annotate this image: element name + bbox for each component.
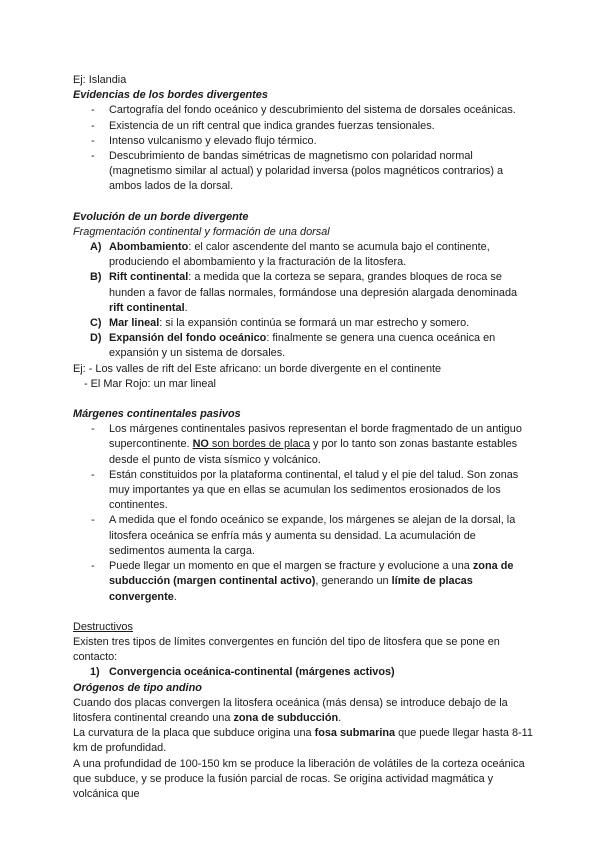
bold-term: fosa submarina bbox=[314, 727, 396, 740]
text-span: que puede llegar hasta 8-11 km de profundidad. bbox=[73, 727, 533, 755]
andean-heading: Orógenos de tipo andino bbox=[73, 681, 202, 694]
list-item bbox=[91, 559, 533, 605]
evidence-heading: Evidencias de los bordes divergentes bbox=[73, 89, 268, 102]
step-marker: A) bbox=[90, 241, 102, 254]
document-page bbox=[73, 73, 533, 802]
evidence-list bbox=[73, 103, 533, 194]
text-span: . bbox=[338, 711, 342, 724]
step-text: : finalmente se genera una cuenca oceánica en expansión y un sistema de dorsales. bbox=[109, 332, 496, 360]
step-term: Expansión del fondo oceánico bbox=[109, 332, 267, 345]
step-text: : si la expansión continúa se formará un mar estrecho y somero. bbox=[159, 317, 470, 330]
bold-term: zona de subducción bbox=[233, 711, 339, 724]
bold-term: límite de placas convergente bbox=[109, 575, 473, 603]
list-item: - Intenso vulcanismo y elevado flujo térmico. bbox=[91, 134, 533, 149]
evolution-heading: Evolución de un borde divergente bbox=[73, 210, 249, 223]
destructive-intro: Existen tres tipos de límites convergentes en función del tipo de litosfera que se pone en contacto: bbox=[73, 635, 500, 664]
evolution-example-2: - El Mar Rojo: un mar lineal bbox=[84, 377, 216, 390]
passive-heading: Márgenes continentales pasivos bbox=[73, 408, 241, 421]
evolution-steps bbox=[73, 240, 533, 362]
step-item bbox=[90, 331, 533, 361]
list-item: - Están constituidos por la plataforma continental, el talud y el pie del talud. Son zonas muy importantes ya que en ellas se acumulan los sedimentos erosionados de los continentes. bbox=[91, 468, 533, 514]
example-iceland: Ej: Islandia bbox=[73, 74, 127, 86]
type-marker: 1) bbox=[90, 666, 100, 679]
paragraph bbox=[73, 696, 533, 726]
bold-term: zona de subducción (margen continental activo) bbox=[109, 560, 514, 588]
text-span: , generando un bbox=[315, 575, 392, 588]
type-label: Convergencia oceánica-continental (márgenes activos) bbox=[109, 666, 395, 679]
step-item bbox=[90, 240, 533, 270]
list-item: - Descubrimiento de bandas simétricas de magnetismo con polaridad normal (magnetismo similar al actual) y polaridad inversa (polos magnéticos contrarios) a ambos lados de la dorsal. bbox=[91, 149, 533, 195]
text-span: Puede llegar un momento en que el margen se fracture y evolucione a una bbox=[109, 560, 473, 573]
step-term-secondary: rift continental bbox=[109, 301, 185, 314]
passive-list bbox=[73, 422, 533, 604]
step-item bbox=[90, 316, 533, 331]
step-term: Rift continental bbox=[109, 271, 189, 284]
step-text: : el calor ascendente del manto se acumula bajo el continente, produciendo el abombamiento y la fracturación de la litosfera. bbox=[109, 241, 490, 269]
list-item: - Existencia de un rift central que indica grandes fuerzas tensionales. bbox=[91, 119, 533, 134]
text-span: y por lo tanto son zonas bastante estables desde el punto de vista sísmico y volcánico. bbox=[109, 438, 518, 466]
paragraph bbox=[73, 726, 533, 756]
evolution-subheading: Fragmentación continental y formación de una dorsal bbox=[73, 225, 330, 238]
text-span: Cuando dos placas convergen la litosfera oceánica (más densa) se introduce debajo de la litosfera continental creando una bbox=[73, 696, 508, 724]
text-span: La curvatura de la placa que subduce origina una bbox=[73, 727, 315, 740]
step-term: Mar lineal bbox=[109, 317, 160, 330]
list-item bbox=[91, 422, 533, 468]
evolution-example-1: Ej: - Los valles de rift del Este africano: un borde divergente en el continente bbox=[73, 362, 442, 375]
paragraph: A una profundidad de 100-150 km se produce la liberación de volátiles de la corteza oceánica que subduce, y se produce la fusión parcial de rocas. Se origina actividad magmática y volcánica que bbox=[73, 757, 525, 800]
convergence-type-1 bbox=[73, 665, 533, 680]
underlined-text: son bordes de placa bbox=[208, 438, 311, 451]
step-marker: D) bbox=[90, 332, 102, 345]
step-item bbox=[90, 270, 533, 316]
step-text: : a medida que la corteza se separa, grandes bloques de roca se hunden a favor de fallas normales, formándose una depresión alargada denominada bbox=[109, 271, 518, 299]
text-span: Los márgenes continentales pasivos representan el borde fragmentado de un antiguo supercontinente. bbox=[109, 423, 522, 451]
emphasis-no: NO bbox=[192, 438, 209, 451]
list-item: - Cartografía del fondo oceánico y descubrimiento del sistema de dorsales oceánicas. bbox=[91, 103, 533, 118]
text-span: . bbox=[173, 590, 177, 603]
list-item: - A medida que el fondo oceánico se expande, los márgenes se alejan de la dorsal, la litosfera oceánica se enfría más y aumenta su densidad. La acumulación de sedimentos aumenta la carga. bbox=[91, 513, 533, 559]
step-term: Abombamiento bbox=[109, 241, 189, 254]
step-tail: . bbox=[184, 301, 188, 314]
destructive-heading: Destructivos bbox=[73, 620, 133, 633]
step-marker: C) bbox=[90, 317, 102, 330]
step-marker: B) bbox=[90, 271, 102, 284]
